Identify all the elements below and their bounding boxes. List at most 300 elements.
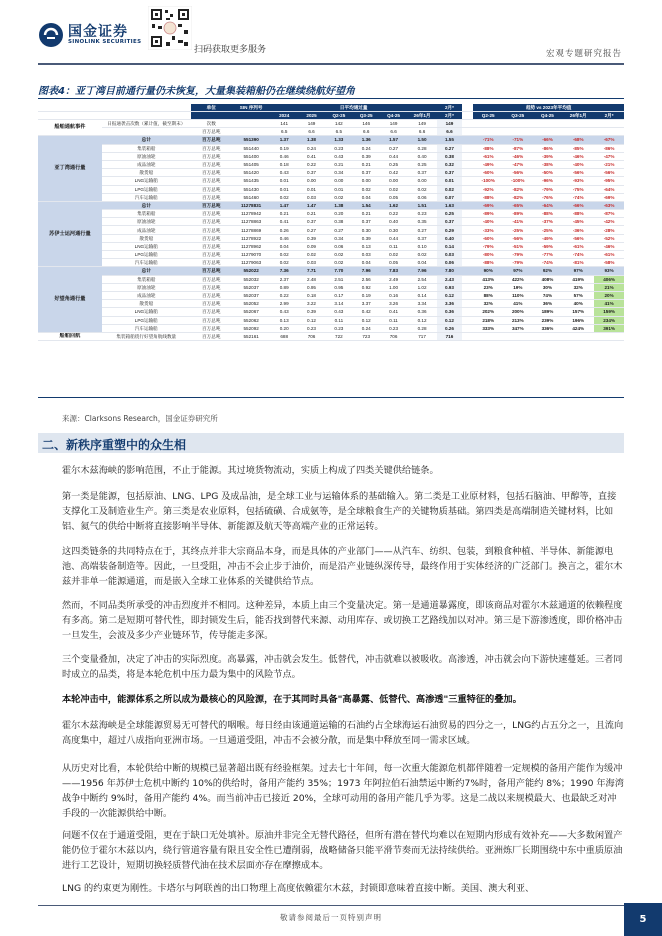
feb-value-cell: 0.36 [437, 308, 462, 316]
trend-cell: 239% [533, 316, 563, 324]
row-label: 总计 [102, 136, 191, 144]
row-unit: 百万总吨 [191, 324, 232, 332]
qr-code-icon[interactable] [148, 6, 192, 50]
trend-cell: 419% [562, 275, 594, 283]
value-cell: 0.04 [353, 259, 380, 267]
value-cell: 0.11 [380, 242, 407, 250]
value-cell: 0.02 [271, 251, 298, 259]
value-cell: 7.83 [380, 267, 407, 275]
spacer-cell [462, 177, 473, 185]
trend-cell: -74% [562, 193, 594, 201]
trend-cell: 57% [562, 291, 594, 299]
table-row [38, 193, 624, 201]
row-label: 原油油轮 [102, 152, 191, 160]
figure-bottom-divider [38, 397, 624, 398]
row-label: LPG运输船 [102, 185, 191, 193]
feb-value-cell: 0.01 [437, 177, 462, 185]
value-cell: 0.02 [325, 251, 352, 259]
value-cell: 0.03 [353, 251, 380, 259]
row-sin: 551460 [232, 193, 271, 201]
section-heading [38, 433, 624, 453]
row-label: 散货船 [102, 234, 191, 242]
row-unit: 百万总吨 [191, 152, 232, 160]
trend-cell: -87% [503, 144, 533, 152]
value-cell: 146 [353, 120, 380, 128]
value-cell: 0.44 [380, 152, 407, 160]
trend-cell: -64% [594, 185, 624, 193]
value-cell: 0.18 [271, 160, 298, 168]
trend-cell: -61% [562, 242, 594, 250]
value-cell: 1.36 [353, 136, 380, 144]
value-cell: 0.92 [353, 283, 380, 291]
value-cell: 7.96 [353, 267, 380, 275]
trend-cell: -46% [562, 152, 594, 160]
row-unit: 百万总吨 [191, 259, 232, 267]
row-group-label: 船舶回航 [38, 332, 102, 340]
row-sin: 552052 [232, 300, 271, 308]
value-cell: 0.09 [298, 242, 325, 250]
value-cell: 0.42 [380, 169, 407, 177]
row-sin: 551435 [232, 177, 271, 185]
trend-cell: -46% [594, 242, 624, 250]
trend-cell: -75% [562, 185, 594, 193]
trend-cell: -61% [473, 152, 503, 160]
trend-cell: -74% [533, 259, 563, 267]
body-paragraph: 霍尔木兹海峡的影响范围，不止于能源。其过境货物流动，实质上构成了四类关键供给链条。 [62, 465, 439, 476]
row-sin: 552037 [232, 283, 271, 291]
value-cell: 2.49 [380, 275, 407, 283]
value-cell: 3.26 [380, 300, 407, 308]
value-cell: 0.02 [325, 193, 352, 201]
row-group-label: 苏伊士运河通行量 [38, 201, 102, 267]
table-header-row-2 [38, 112, 624, 120]
trend-cell [562, 128, 594, 136]
value-cell: 722 [325, 332, 352, 340]
feb-value-cell: 0.02 [437, 185, 462, 193]
value-cell: 0.20 [325, 210, 352, 218]
trend-cell: -38% [533, 160, 563, 168]
feb-value-cell: 0.32 [437, 160, 462, 168]
value-cell: 141 [271, 120, 298, 128]
value-cell: 0.06 [407, 193, 437, 201]
trend-cell: -79% [503, 251, 533, 259]
row-sin: 552037 [232, 291, 271, 299]
table-row [38, 300, 624, 308]
trend-cell: -82% [503, 193, 533, 201]
row-label: 原油油轮 [102, 218, 191, 226]
row-label: 成品油轮 [102, 160, 191, 168]
trend-cell: -100% [473, 177, 503, 185]
page-number: 5 [624, 903, 662, 936]
body-paragraph: 三个变量叠加，决定了冲击的实际烈度。高暴露，冲击就会发生。低替代，冲击就难以被吸收。高渗透，冲击就会向下游快速蔓延。三者同时成立的品类，将是本轮危机中压力最为集中的风险节点。 [62, 654, 623, 680]
value-cell: 2.51 [325, 275, 352, 283]
value-cell: 7.71 [298, 267, 325, 275]
header-col: Q4-25 [380, 112, 407, 120]
trend-cell: -81% [562, 259, 594, 267]
figure-source: 来源：Clarksons Research，国金证券研究所 [62, 414, 218, 423]
trend-cell: -69% [594, 193, 624, 201]
value-cell: 0.95 [325, 283, 352, 291]
trend-cell: -60% [473, 169, 503, 177]
body-paragraph: 问题不仅在于通道受阻，更在于缺口无处填补。原油并非完全无替代路径，但所有潜在替代均难以在短期内形成有效补充——大多数闲置产能仍位于霍尔木兹以内，绕行管道容量有限且安全性已遭削弱，战略储备只能平滑节奏而无法持续供给。亚洲炼厂长期围绕中东中重质原油进行工艺设计，短期切换轻质替代油在技术层面亦存在摩擦成本。 [62, 830, 623, 871]
value-cell: 0.02 [298, 251, 325, 259]
value-cell: 1.33 [325, 136, 352, 144]
value-cell: 0.17 [325, 291, 352, 299]
row-label: 散货船 [102, 300, 191, 308]
value-cell: 0.21 [271, 210, 298, 218]
trend-cell: 202% [473, 308, 503, 316]
trend-cell: -66% [562, 201, 594, 209]
row-sin: 551390 [232, 136, 271, 144]
row-unit: 百万总吨 [191, 185, 232, 193]
value-cell: 3.34 [407, 300, 437, 308]
header-blank [38, 104, 102, 112]
trend-cell: -25% [503, 226, 533, 234]
value-cell: 0.21 [353, 210, 380, 218]
spacer-cell [462, 185, 473, 193]
row-label: 汽车运输船 [102, 259, 191, 267]
value-cell: 0.13 [353, 242, 380, 250]
row-sin: 11278922 [232, 234, 271, 242]
body-paragraph: 第一类是能源，包括原油、LNG、LPG 及成品油，是全球工业与运输体系的基础输入。第二类是工业原材料，包括石脑油、甲醇等，直接支撑化工及制造业生产。第三类是农业原料，包括硫磺、合成氨等，是全球粮食生产的关键物质基础。第四类是高端制造关键材料，比如铝、氦气的供给中断将直接影响半导体、新能源及航天等高端产业的正常运转。 [62, 491, 617, 532]
feb-value-cell: 0.12 [437, 316, 462, 324]
value-cell: 7.70 [325, 267, 352, 275]
spacer-cell [462, 226, 473, 234]
value-cell: 6.5 [325, 128, 352, 136]
value-cell: 0.02 [325, 259, 352, 267]
row-unit: 次数 [191, 120, 232, 128]
row-sin: 11279063 [232, 259, 271, 267]
value-cell: 3.22 [298, 300, 325, 308]
trend-cell: -36% [562, 226, 594, 234]
row-label: 原油油轮 [102, 283, 191, 291]
feb-value-cell: 0.37 [437, 169, 462, 177]
row-sin: 551405 [232, 160, 271, 168]
trend-cell: -28% [594, 226, 624, 234]
header-blank [102, 104, 191, 112]
value-cell: 688 [271, 332, 298, 340]
row-unit: 百万总吨 [191, 144, 232, 152]
value-cell: 6.5 [271, 128, 298, 136]
trend-cell: -68% [562, 136, 594, 144]
feb-value-cell: 1.55 [437, 136, 462, 144]
value-cell: 0.11 [325, 316, 352, 324]
trend-cell: -40% [562, 160, 594, 168]
value-cell: 0.22 [271, 291, 298, 299]
trend-cell: 30% [533, 283, 563, 291]
row-label: 汽车运输船 [102, 193, 191, 201]
row-unit: 百万总吨 [191, 332, 232, 340]
value-cell: 0.02 [271, 193, 298, 201]
trend-cell: -50% [533, 169, 563, 177]
spacer-cell [462, 128, 473, 136]
value-cell: 0.41 [380, 308, 407, 316]
row-sin: 552032 [232, 275, 271, 283]
value-cell: 0.25 [380, 160, 407, 168]
table-body [38, 120, 624, 341]
value-cell: 3.14 [325, 300, 352, 308]
value-cell: 0.34 [325, 234, 352, 242]
value-cell: 1.54 [353, 201, 380, 209]
trend-cell: 422% [503, 275, 533, 283]
table-row [38, 259, 624, 267]
trend-cell: 32% [562, 283, 594, 291]
trend-cell [473, 128, 503, 136]
value-cell: 723 [353, 332, 380, 340]
spacer-cell [462, 152, 473, 160]
row-sin: 11278831 [232, 201, 271, 209]
spacer-cell [462, 234, 473, 242]
trend-cell: 93% [594, 267, 624, 275]
value-cell: 2.56 [353, 275, 380, 283]
value-cell: 1.38 [325, 201, 352, 209]
table-row [38, 152, 624, 160]
trend-cell: -82% [503, 185, 533, 193]
value-cell: 0.05 [380, 193, 407, 201]
value-cell: 0.46 [271, 152, 298, 160]
row-unit: 百万总吨 [191, 275, 232, 283]
row-unit: 百万总吨 [191, 283, 232, 291]
trend-cell: 32% [473, 300, 503, 308]
value-cell: 0.00 [407, 177, 437, 185]
row-group-label: 船舶通航事件 [38, 120, 102, 136]
value-cell: 0.43 [325, 152, 352, 160]
value-cell: 0.00 [325, 177, 352, 185]
row-label: 集装箱船 [102, 210, 191, 218]
value-cell: 0.30 [353, 226, 380, 234]
row-sin: 552062 [232, 316, 271, 324]
value-cell: 0.24 [353, 324, 380, 332]
body-paragraph: 霍尔木兹海峡是全球能源贸易无可替代的咽喉。每日经由该通道运输的石油约占全球海运石油贸易的四分之一，LNG约占五分之一，且流向高度集中，超过八成指向亚洲市场。一旦通道受阻，冲击不会被分散，而是集中释放至同一需求区域。 [62, 720, 624, 746]
trend-cell: -88% [473, 259, 503, 267]
row-group-label: 亚丁湾通行量 [38, 136, 102, 202]
value-cell: 0.37 [407, 234, 437, 242]
table-row [38, 226, 624, 234]
trend-cell: -86% [533, 144, 563, 152]
value-cell: 0.26 [271, 226, 298, 234]
trend-cell: 90% [473, 267, 503, 275]
header-col: 2月* [437, 112, 462, 120]
header-col: 2月* [594, 112, 624, 120]
trend-cell: -40% [473, 218, 503, 226]
value-cell: 0.46 [271, 234, 298, 242]
value-cell: 0.13 [271, 316, 298, 324]
feb-value-cell: 0.07 [437, 193, 462, 201]
value-cell: 0.01 [325, 185, 352, 193]
value-cell: 0.27 [380, 144, 407, 152]
value-cell: 0.14 [407, 291, 437, 299]
trend-cell: 97% [503, 267, 533, 275]
value-cell: 1.50 [407, 136, 437, 144]
trend-cell [503, 128, 533, 136]
trend-cell: -56% [562, 234, 594, 242]
value-cell: 0.37 [353, 218, 380, 226]
value-cell: 0.43 [271, 169, 298, 177]
value-cell: 1.47 [298, 201, 325, 209]
value-cell: 0.23 [407, 210, 437, 218]
value-cell: 149 [407, 120, 437, 128]
row-unit: 百万总吨 [191, 160, 232, 168]
value-cell: 0.02 [380, 185, 407, 193]
row-group-label: 好望角通行量 [38, 267, 102, 333]
value-cell: 0.22 [298, 160, 325, 168]
row-unit: 百万总吨 [191, 136, 232, 144]
value-cell: 0.05 [380, 259, 407, 267]
row-unit: 百万总吨 [191, 193, 232, 201]
feb-value-cell: 0.27 [437, 144, 462, 152]
trend-cell: -65% [503, 201, 533, 209]
value-cell: 2.48 [298, 275, 325, 283]
spacer-cell [462, 193, 473, 201]
trend-cell [594, 120, 624, 128]
spacer-cell [462, 120, 473, 128]
feb-value-cell: 0.29 [437, 226, 462, 234]
spacer-cell [462, 136, 473, 144]
trend-cell: -88% [473, 193, 503, 201]
trend-cell: -93% [562, 177, 594, 185]
value-cell: 0.25 [407, 160, 437, 168]
value-cell: 0.23 [380, 324, 407, 332]
spacer-cell [462, 144, 473, 152]
trend-cell: 36% [533, 300, 563, 308]
value-cell: 0.02 [271, 259, 298, 267]
trend-cell: 406% [594, 275, 624, 283]
value-cell: 0.06 [325, 242, 352, 250]
feb-value-cell: 0.38 [437, 152, 462, 160]
feb-value-cell: 716 [437, 332, 462, 340]
value-cell: 6.6 [298, 128, 325, 136]
value-cell: 0.39 [353, 152, 380, 160]
table-row [38, 136, 624, 144]
value-cell: 0.16 [380, 291, 407, 299]
row-unit: 百万总吨 [191, 177, 232, 185]
value-cell: 6.6 [407, 128, 437, 136]
value-cell: 0.20 [271, 324, 298, 332]
value-cell: 0.18 [298, 291, 325, 299]
table-row [38, 251, 624, 259]
row-sin: 552022 [232, 267, 271, 275]
trend-cell: -77% [533, 251, 563, 259]
feb-value-cell: 149 [437, 120, 462, 128]
row-sin: 552067 [232, 308, 271, 316]
spacer-cell [462, 251, 473, 259]
table-row [38, 242, 624, 250]
value-cell: 706 [298, 332, 325, 340]
table-row [38, 160, 624, 168]
spacer-cell [462, 242, 473, 250]
sinolink-logo-icon [38, 22, 64, 48]
row-sin: 551430 [232, 185, 271, 193]
trend-cell: 40% [562, 300, 594, 308]
trend-cell: -89% [503, 210, 533, 218]
row-unit: 百万总吨 [191, 218, 232, 226]
row-unit: 百万总吨 [191, 267, 232, 275]
row-sin: 11278863 [232, 218, 271, 226]
value-cell: 0.02 [407, 185, 437, 193]
value-cell: 0.21 [325, 160, 352, 168]
trend-cell: -37% [533, 218, 563, 226]
header-trend: 趋势 vs 2023年平均值 [473, 104, 624, 112]
value-cell: 0.02 [353, 185, 380, 193]
spacer-cell [462, 275, 473, 283]
trend-cell: 92% [533, 267, 563, 275]
trend-cell: 218% [473, 316, 503, 324]
value-cell: 0.40 [380, 218, 407, 226]
trend-cell: 413% [473, 275, 503, 283]
value-cell: 1.57 [380, 136, 407, 144]
trend-cell: -71% [473, 136, 503, 144]
header-col: 2024 [271, 112, 298, 120]
value-cell: 0.23 [298, 324, 325, 332]
row-unit: 百万总吨 [191, 169, 232, 177]
header-col: Q2-25 [325, 112, 352, 120]
row-label: LNG运输船 [102, 308, 191, 316]
trend-cell: 88% [473, 291, 503, 299]
table-row [38, 291, 624, 299]
table-row [38, 332, 624, 340]
value-cell: 0.37 [298, 169, 325, 177]
trend-cell: -96% [533, 177, 563, 185]
feb-value-cell: 2.43 [437, 275, 462, 283]
value-cell: 0.04 [271, 242, 298, 250]
trend-cell: 19% [503, 283, 533, 291]
feb-value-cell: 1.63 [437, 201, 462, 209]
trend-cell: -87% [594, 210, 624, 218]
feb-value-cell: 0.40 [437, 234, 462, 242]
value-cell: 1.38 [298, 136, 325, 144]
trend-cell: 97% [562, 267, 594, 275]
trend-cell: -69% [473, 201, 503, 209]
value-cell: 706 [380, 332, 407, 340]
value-cell: 149 [380, 120, 407, 128]
trend-cell: -58% [594, 259, 624, 267]
value-cell: 142 [325, 120, 352, 128]
value-cell: 0.28 [407, 144, 437, 152]
feb-value-cell: 0.25 [437, 210, 462, 218]
trend-cell: -79% [533, 185, 563, 193]
trend-cell [562, 332, 594, 340]
trend-cell: -42% [594, 218, 624, 226]
trend-cell: 196% [562, 316, 594, 324]
trend-cell [533, 120, 563, 128]
row-unit: 百万总吨 [191, 251, 232, 259]
row-label: LNG运输船 [102, 242, 191, 250]
table-header-row-1 [38, 104, 624, 112]
row-label: 总计 [102, 267, 191, 275]
trend-cell: -100% [503, 177, 533, 185]
table-row [38, 210, 624, 218]
spacer-cell [462, 169, 473, 177]
figure-title-divider [38, 98, 624, 99]
trend-cell: -59% [533, 242, 563, 250]
row-sin [232, 120, 271, 128]
value-cell: 0.03 [298, 259, 325, 267]
page-header [0, 0, 662, 66]
trend-cell [503, 332, 533, 340]
body-paragraph: 从历史对比看，本轮供给中断的规模已显著超出既有经验框架。过去七十年间，每一次重大能源危机都伴随着一定规模的备用产能作为缓冲——1956 年苏伊士危机中断约 10%的供给时，备用产能约 35%；1973 年阿拉伯石油禁运中断约7%时，备用产能约 8%；1990 年海湾战争中断约 9%时，备用产能约 4%。而当前冲击已接近 20%，全球可动用的备用产能几乎为零。这是二战以来规模最大、也最缺乏对冲手段的一次能源供给中断。 [62, 763, 624, 819]
spacer-cell [462, 259, 473, 267]
trend-cell: 157% [562, 308, 594, 316]
feb-value-cell: 0.06 [437, 259, 462, 267]
feb-value-cell: 0.03 [437, 251, 462, 259]
footer-disclaimer[interactable]: 敬请参阅最后一页特别声明 [280, 913, 382, 922]
row-label: 集装箱船绕行好望角航线数量 [102, 332, 191, 340]
row-label: 总计 [102, 201, 191, 209]
trend-cell: -61% [594, 251, 624, 259]
value-cell: 0.37 [353, 169, 380, 177]
value-cell: 2.54 [407, 275, 437, 283]
value-cell: 0.95 [298, 283, 325, 291]
